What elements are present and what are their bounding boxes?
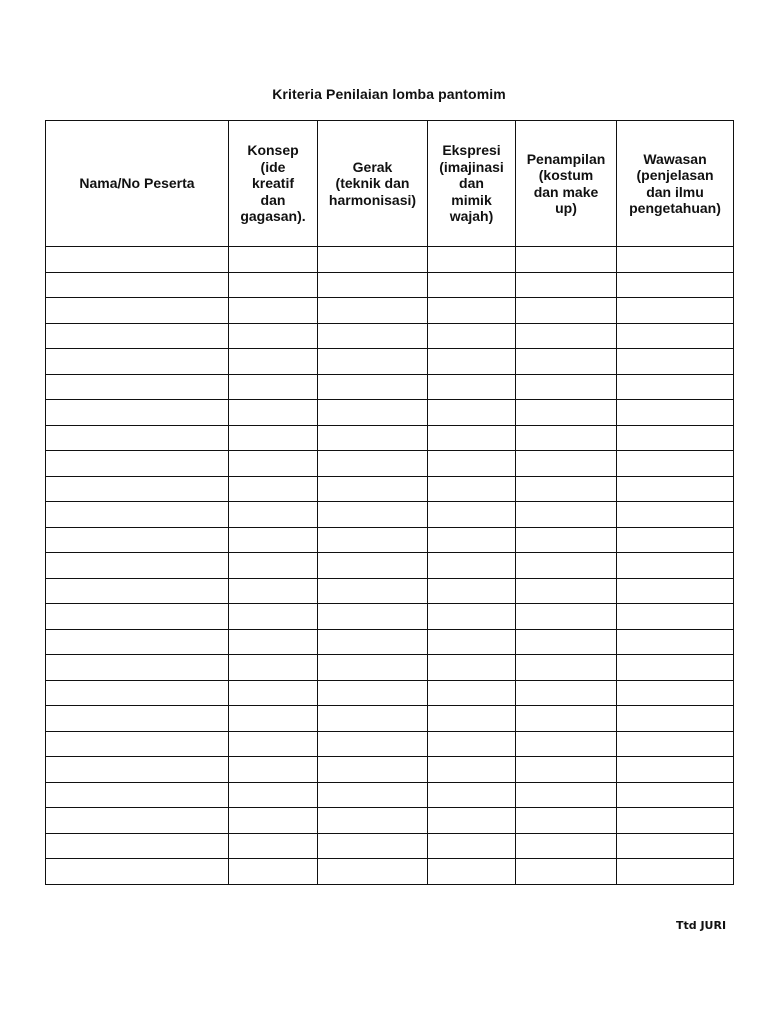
score-cell[interactable] [318, 272, 428, 298]
score-cell[interactable] [318, 502, 428, 528]
score-cell[interactable] [229, 272, 318, 298]
score-cell[interactable] [617, 298, 734, 324]
participant-cell[interactable] [46, 451, 229, 477]
score-cell[interactable] [516, 604, 617, 630]
score-cell[interactable] [617, 680, 734, 706]
signature-label: Ttd JURI [676, 919, 727, 932]
score-cell[interactable] [318, 247, 428, 273]
score-cell[interactable] [516, 502, 617, 528]
score-cell[interactable] [617, 757, 734, 783]
column-header-gerak: Gerak (teknik dan harmonisasi) [318, 121, 428, 247]
participant-cell[interactable] [46, 808, 229, 834]
score-cell[interactable] [318, 374, 428, 400]
table-row [46, 808, 734, 834]
score-cell[interactable] [229, 731, 318, 757]
score-cell[interactable] [617, 833, 734, 859]
score-cell[interactable] [318, 629, 428, 655]
score-cell[interactable] [229, 578, 318, 604]
table-row [46, 604, 734, 630]
participant-cell[interactable] [46, 680, 229, 706]
score-cell[interactable] [318, 833, 428, 859]
column-header-ekspresi: Ekspresi (imajinasi dan mimik wajah) [428, 121, 516, 247]
table-row [46, 323, 734, 349]
score-cell[interactable] [428, 833, 516, 859]
score-cell[interactable] [428, 782, 516, 808]
table-body [46, 247, 734, 885]
score-cell[interactable] [318, 578, 428, 604]
table-row [46, 425, 734, 451]
score-cell[interactable] [516, 655, 617, 681]
table-row [46, 451, 734, 477]
participant-cell[interactable] [46, 553, 229, 579]
score-cell[interactable] [229, 808, 318, 834]
participant-cell[interactable] [46, 782, 229, 808]
score-cell[interactable] [318, 323, 428, 349]
table-row [46, 247, 734, 273]
score-cell[interactable] [318, 859, 428, 885]
score-cell[interactable] [428, 808, 516, 834]
score-cell[interactable] [229, 349, 318, 375]
scoring-table [45, 120, 734, 885]
score-cell[interactable] [617, 553, 734, 579]
score-cell[interactable] [428, 578, 516, 604]
score-cell[interactable] [318, 476, 428, 502]
table-row [46, 527, 734, 553]
score-cell[interactable] [617, 247, 734, 273]
score-cell[interactable] [617, 731, 734, 757]
score-cell[interactable] [617, 527, 734, 553]
score-cell[interactable] [516, 859, 617, 885]
score-cell[interactable] [617, 706, 734, 732]
score-cell[interactable] [617, 578, 734, 604]
participant-cell[interactable] [46, 323, 229, 349]
score-cell[interactable] [229, 604, 318, 630]
score-cell[interactable] [318, 808, 428, 834]
score-cell[interactable] [428, 629, 516, 655]
score-cell[interactable] [428, 859, 516, 885]
score-cell[interactable] [428, 374, 516, 400]
score-cell[interactable] [617, 349, 734, 375]
score-cell[interactable] [318, 731, 428, 757]
score-cell[interactable] [516, 349, 617, 375]
table-row [46, 731, 734, 757]
score-cell[interactable] [318, 349, 428, 375]
score-cell[interactable] [428, 604, 516, 630]
table-row [46, 298, 734, 324]
score-cell[interactable] [617, 425, 734, 451]
score-cell[interactable] [318, 527, 428, 553]
column-header-wawasan: Wawasan (penjelasan dan ilmu pengetahuan) [617, 121, 734, 247]
participant-cell[interactable] [46, 425, 229, 451]
score-cell[interactable] [428, 502, 516, 528]
participant-cell[interactable] [46, 655, 229, 681]
score-cell[interactable] [318, 451, 428, 477]
score-cell[interactable] [229, 553, 318, 579]
score-cell[interactable] [229, 425, 318, 451]
score-cell[interactable] [318, 425, 428, 451]
header-row [46, 121, 734, 247]
participant-cell[interactable] [46, 833, 229, 859]
table-row [46, 629, 734, 655]
participant-cell[interactable] [46, 272, 229, 298]
score-cell[interactable] [617, 604, 734, 630]
document-title: Kriteria Penilaian lomba pantomim [272, 86, 506, 102]
table-row [46, 782, 734, 808]
score-cell[interactable] [318, 680, 428, 706]
score-cell[interactable] [229, 476, 318, 502]
participant-cell[interactable] [46, 476, 229, 502]
score-cell[interactable] [617, 374, 734, 400]
score-cell[interactable] [229, 680, 318, 706]
participant-cell[interactable] [46, 757, 229, 783]
score-cell[interactable] [516, 425, 617, 451]
table-row [46, 578, 734, 604]
table-row [46, 859, 734, 885]
participant-cell[interactable] [46, 859, 229, 885]
participant-cell[interactable] [46, 247, 229, 273]
score-cell[interactable] [428, 272, 516, 298]
score-cell[interactable] [516, 553, 617, 579]
score-cell[interactable] [318, 400, 428, 426]
score-cell[interactable] [516, 527, 617, 553]
score-cell[interactable] [516, 272, 617, 298]
score-cell[interactable] [617, 476, 734, 502]
score-cell[interactable] [428, 323, 516, 349]
score-cell[interactable] [516, 323, 617, 349]
participant-cell[interactable] [46, 400, 229, 426]
score-cell[interactable] [229, 323, 318, 349]
score-cell[interactable] [617, 859, 734, 885]
score-cell[interactable] [516, 757, 617, 783]
table-row [46, 757, 734, 783]
score-cell[interactable] [516, 400, 617, 426]
score-cell[interactable] [617, 655, 734, 681]
table-row [46, 272, 734, 298]
score-cell[interactable] [318, 655, 428, 681]
score-cell[interactable] [229, 451, 318, 477]
score-cell[interactable] [229, 374, 318, 400]
score-cell[interactable] [229, 655, 318, 681]
score-cell[interactable] [428, 298, 516, 324]
score-cell[interactable] [428, 655, 516, 681]
score-cell[interactable] [318, 604, 428, 630]
score-cell[interactable] [428, 349, 516, 375]
table-row [46, 502, 734, 528]
participant-cell[interactable] [46, 604, 229, 630]
score-cell[interactable] [229, 757, 318, 783]
table-row [46, 374, 734, 400]
score-cell[interactable] [516, 808, 617, 834]
score-cell[interactable] [318, 757, 428, 783]
table-row [46, 680, 734, 706]
table-row [46, 655, 734, 681]
score-cell[interactable] [516, 451, 617, 477]
score-cell[interactable] [229, 247, 318, 273]
score-cell[interactable] [229, 400, 318, 426]
score-cell[interactable] [229, 782, 318, 808]
score-cell[interactable] [428, 247, 516, 273]
score-cell[interactable] [516, 298, 617, 324]
score-cell[interactable] [617, 451, 734, 477]
score-cell[interactable] [428, 476, 516, 502]
score-cell[interactable] [516, 578, 617, 604]
score-cell[interactable] [516, 833, 617, 859]
score-cell[interactable] [516, 782, 617, 808]
score-cell[interactable] [428, 680, 516, 706]
participant-cell[interactable] [46, 527, 229, 553]
score-cell[interactable] [428, 400, 516, 426]
table-row [46, 553, 734, 579]
table-row [46, 706, 734, 732]
score-cell[interactable] [428, 731, 516, 757]
column-header-nama-no-peserta: Nama/No Peserta [46, 121, 229, 247]
score-cell[interactable] [318, 782, 428, 808]
participant-cell[interactable] [46, 349, 229, 375]
table-row [46, 349, 734, 375]
column-header-penampilan: Penampilan (kostum dan make up) [516, 121, 617, 247]
participant-cell[interactable] [46, 706, 229, 732]
score-cell[interactable] [516, 374, 617, 400]
score-cell[interactable] [428, 451, 516, 477]
score-cell[interactable] [617, 629, 734, 655]
score-cell[interactable] [229, 502, 318, 528]
score-cell[interactable] [229, 833, 318, 859]
table-row [46, 476, 734, 502]
participant-cell[interactable] [46, 298, 229, 324]
score-cell[interactable] [229, 298, 318, 324]
score-cell[interactable] [428, 706, 516, 732]
participant-cell[interactable] [46, 374, 229, 400]
score-cell[interactable] [516, 706, 617, 732]
score-cell[interactable] [318, 706, 428, 732]
score-cell[interactable] [428, 757, 516, 783]
score-cell[interactable] [617, 502, 734, 528]
score-cell[interactable] [318, 553, 428, 579]
score-cell[interactable] [617, 323, 734, 349]
score-cell[interactable] [617, 272, 734, 298]
score-cell[interactable] [229, 706, 318, 732]
score-cell[interactable] [516, 476, 617, 502]
score-cell[interactable] [229, 527, 318, 553]
participant-cell[interactable] [46, 731, 229, 757]
score-cell[interactable] [229, 859, 318, 885]
score-cell[interactable] [516, 731, 617, 757]
participant-cell[interactable] [46, 578, 229, 604]
score-cell[interactable] [617, 808, 734, 834]
table-row [46, 833, 734, 859]
score-cell[interactable] [617, 782, 734, 808]
score-cell[interactable] [428, 553, 516, 579]
score-cell[interactable] [318, 298, 428, 324]
score-cell[interactable] [516, 680, 617, 706]
participant-cell[interactable] [46, 502, 229, 528]
table-row [46, 400, 734, 426]
score-cell[interactable] [516, 629, 617, 655]
score-cell[interactable] [617, 400, 734, 426]
score-cell[interactable] [428, 425, 516, 451]
score-cell[interactable] [229, 629, 318, 655]
column-header-konsep: Konsep (ide kreatif dan gagasan). [229, 121, 318, 247]
participant-cell[interactable] [46, 629, 229, 655]
score-cell[interactable] [428, 527, 516, 553]
score-cell[interactable] [516, 247, 617, 273]
